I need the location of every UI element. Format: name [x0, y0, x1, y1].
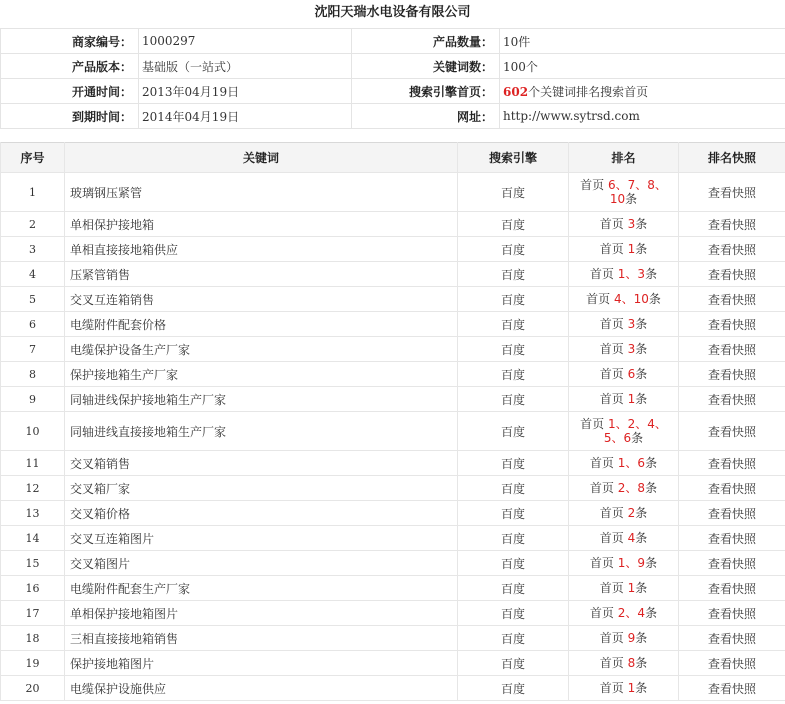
rank-position: 1 [607, 417, 616, 431]
view-snapshot-link[interactable]: 查看快照 [679, 312, 785, 337]
view-snapshot-link[interactable]: 查看快照 [679, 387, 785, 412]
row-engine: 百度 [458, 451, 569, 476]
row-keyword: 电缆保护设施供应 [65, 676, 458, 701]
keyword-rows [1, 173, 785, 701]
table-row [1, 287, 785, 312]
table-row [1, 476, 785, 501]
table-row [1, 576, 785, 601]
row-engine: 百度 [458, 387, 569, 412]
product-count-value: 10件 [500, 29, 785, 54]
row-keyword: 保护接地箱图片 [65, 651, 458, 676]
rank-prefix: 首页 [599, 392, 624, 406]
row-rank [569, 676, 679, 701]
rank-position: 3 [627, 317, 636, 331]
rank-prefix: 首页 [599, 581, 624, 595]
row-engine: 百度 [458, 651, 569, 676]
rank-suffix: 条 [631, 431, 644, 445]
table-row [1, 262, 785, 287]
rank-suffix: 条 [645, 456, 658, 470]
view-snapshot-link[interactable]: 查看快照 [679, 262, 785, 287]
page-title: 沈阳天瑞水电设备有限公司 [314, 5, 471, 20]
rank-prefix: 首页 [589, 481, 614, 495]
row-seq: 16 [1, 576, 65, 601]
row-rank: 首页 1、9条 [569, 551, 679, 576]
row-seq: 2 [1, 212, 65, 237]
rank-suffix: 条 [645, 556, 658, 570]
rank-prefix: 首页 [589, 606, 614, 620]
rank-prefix: 首页 [599, 631, 624, 645]
table-row [1, 651, 785, 676]
expire-time-value: 2014年04月19日 [139, 104, 352, 129]
open-time-label: 开通时间： [1, 79, 139, 104]
rank-prefix: 首页 [599, 681, 624, 695]
view-snapshot-link[interactable]: 查看快照 [679, 451, 785, 476]
row-engine: 百度 [458, 412, 569, 451]
open-time-value: 2013年04月19日 [139, 79, 352, 104]
view-snapshot-link[interactable]: 查看快照 [679, 676, 785, 701]
merchant-id-value: 1000297 [139, 29, 352, 54]
col-header-snapshot: 排名快照 [679, 143, 785, 173]
view-snapshot-link[interactable]: 查看快照 [679, 237, 785, 262]
rank-suffix: 条 [635, 631, 648, 645]
version-label: 产品版本： [1, 54, 139, 79]
row-engine: 百度 [458, 551, 569, 576]
rank-prefix: 首页 [599, 217, 624, 231]
row-seq: 20 [1, 676, 65, 701]
table-row [1, 312, 785, 337]
rank-suffix: 条 [645, 267, 658, 281]
account-info-table [0, 28, 785, 129]
rank-suffix: 条 [645, 606, 658, 620]
table-row [1, 387, 785, 412]
website-label: 网址： [352, 104, 500, 129]
rank-suffix: 条 [635, 317, 648, 331]
row-seq: 3 [1, 237, 65, 262]
row-keyword: 电缆附件配套生产厂家 [65, 576, 458, 601]
view-snapshot-link[interactable]: 查看快照 [679, 526, 785, 551]
rank-suffix: 条 [635, 506, 648, 520]
row-rank: 首页 1、2、4、5、6条 [569, 412, 679, 451]
row-seq: 19 [1, 651, 65, 676]
row-keyword: 三相直接接地箱销售 [65, 626, 458, 651]
expire-time-label: 到期时间： [1, 104, 139, 129]
rank-prefix: 首页 [580, 178, 605, 192]
row-keyword: 交叉箱价格 [65, 501, 458, 526]
row-engine: 百度 [458, 287, 569, 312]
row-engine: 百度 [458, 362, 569, 387]
row-rank: 首页 2、4条 [569, 601, 679, 626]
row-rank: 首页 2、8条 [569, 476, 679, 501]
rank-prefix: 首页 [599, 656, 624, 670]
rank-suffix: 条 [645, 481, 658, 495]
rank-position: 6 [637, 456, 646, 470]
row-keyword: 电缆附件配套价格 [65, 312, 458, 337]
keyword-ranking-table [0, 142, 785, 701]
rank-prefix: 首页 [586, 292, 611, 306]
view-snapshot-link[interactable]: 查看快照 [679, 576, 785, 601]
row-rank [569, 526, 679, 551]
row-seq: 6 [1, 312, 65, 337]
row-seq: 10 [1, 412, 65, 451]
row-rank [569, 362, 679, 387]
rank-suffix: 条 [635, 342, 648, 356]
table-row [1, 212, 785, 237]
rank-prefix: 首页 [599, 242, 624, 256]
col-header-engine: 搜索引擎 [458, 143, 569, 173]
row-keyword: 玻璃钢压紧管 [65, 173, 458, 212]
row-seq: 14 [1, 526, 65, 551]
view-snapshot-link[interactable]: 查看快照 [679, 551, 785, 576]
rank-prefix: 首页 [589, 556, 614, 570]
row-seq: 9 [1, 387, 65, 412]
row-seq: 12 [1, 476, 65, 501]
table-row [1, 601, 785, 626]
rank-position: 3 [637, 267, 646, 281]
row-rank [569, 651, 679, 676]
rank-suffix: 条 [635, 217, 648, 231]
rank-position: 8 [647, 178, 655, 192]
row-engine: 百度 [458, 626, 569, 651]
search-home-suffix: 个关键词排名搜索首页 [528, 84, 649, 99]
rank-suffix: 条 [635, 581, 648, 595]
rank-prefix: 首页 [599, 531, 624, 545]
row-rank: 首页 1、6条 [569, 451, 679, 476]
rank-position: 6 [607, 178, 616, 192]
rank-position: 10 [633, 292, 649, 306]
view-snapshot-link[interactable]: 查看快照 [679, 173, 785, 212]
rank-position: 8 [627, 656, 636, 670]
row-keyword: 交叉互连箱图片 [65, 526, 458, 551]
rank-position: 7 [627, 178, 636, 192]
table-row [1, 173, 785, 212]
rank-prefix: 首页 [599, 506, 624, 520]
keyword-count-label: 关键词数： [352, 54, 500, 79]
search-home-label: 搜索引擎首页： [352, 79, 500, 104]
row-keyword: 交叉箱销售 [65, 451, 458, 476]
row-seq: 15 [1, 551, 65, 576]
row-seq: 1 [1, 173, 65, 212]
website-link[interactable]: http://www.sytrsd.com [500, 104, 785, 129]
rank-position: 3 [627, 342, 636, 356]
row-keyword: 单相保护接地箱 [65, 212, 458, 237]
row-keyword: 保护接地箱生产厂家 [65, 362, 458, 387]
view-snapshot-link[interactable]: 查看快照 [679, 501, 785, 526]
rank-position: 4 [613, 292, 622, 306]
row-keyword: 交叉箱图片 [65, 551, 458, 576]
search-home-count: 602 [503, 84, 529, 99]
table-row [1, 676, 785, 701]
rank-suffix: 条 [635, 392, 648, 406]
rank-prefix: 首页 [580, 417, 605, 431]
row-rank [569, 212, 679, 237]
view-snapshot-link[interactable]: 查看快照 [679, 287, 785, 312]
search-home-value [500, 79, 785, 104]
view-snapshot-link[interactable]: 查看快照 [679, 212, 785, 237]
rank-suffix: 条 [635, 656, 648, 670]
rank-position: 3 [627, 217, 636, 231]
view-snapshot-link[interactable]: 查看快照 [679, 337, 785, 362]
row-keyword: 同轴进线直接接地箱生产厂家 [65, 412, 458, 451]
rank-position: 2 [627, 506, 636, 520]
rank-position: 1 [627, 681, 636, 695]
keyword-count-value: 100个 [500, 54, 785, 79]
table-row [1, 237, 785, 262]
row-rank: 首页 1、3条 [569, 262, 679, 287]
rank-position: 10 [609, 192, 626, 206]
rank-prefix: 首页 [599, 367, 624, 381]
table-row [1, 337, 785, 362]
row-engine: 百度 [458, 262, 569, 287]
rank-position: 1 [617, 456, 626, 470]
rank-suffix: 条 [635, 367, 648, 381]
row-seq: 17 [1, 601, 65, 626]
rank-position: 2 [627, 417, 636, 431]
row-keyword: 单相保护接地箱图片 [65, 601, 458, 626]
row-keyword: 电缆保护设备生产厂家 [65, 337, 458, 362]
view-snapshot-link[interactable]: 查看快照 [679, 601, 785, 626]
row-engine: 百度 [458, 576, 569, 601]
col-header-seq: 序号 [1, 143, 65, 173]
rank-suffix: 条 [635, 531, 648, 545]
row-seq: 18 [1, 626, 65, 651]
row-engine: 百度 [458, 676, 569, 701]
row-keyword: 同轴进线保护接地箱生产厂家 [65, 387, 458, 412]
row-keyword: 单相直接接地箱供应 [65, 237, 458, 262]
row-keyword: 交叉箱厂家 [65, 476, 458, 501]
rank-suffix: 条 [635, 242, 648, 256]
row-engine: 百度 [458, 601, 569, 626]
rank-position: 1 [627, 581, 636, 595]
row-engine: 百度 [458, 337, 569, 362]
rank-position: 9 [637, 556, 646, 570]
rank-position: 5 [603, 431, 612, 445]
info-row [1, 54, 785, 79]
rank-position: 8 [637, 481, 646, 495]
info-row [1, 29, 785, 54]
row-seq: 7 [1, 337, 65, 362]
table-row [1, 362, 785, 387]
row-seq: 4 [1, 262, 65, 287]
row-engine: 百度 [458, 237, 569, 262]
rank-position: 4 [647, 417, 655, 431]
table-row [1, 526, 785, 551]
row-seq: 13 [1, 501, 65, 526]
table-header-row [1, 143, 785, 173]
row-keyword: 压紧管销售 [65, 262, 458, 287]
merchant-id-label: 商家编号： [1, 29, 139, 54]
row-rank [569, 626, 679, 651]
row-rank [569, 387, 679, 412]
info-row [1, 104, 785, 129]
row-rank: 首页 6、7、8、10条 [569, 173, 679, 212]
rank-position: 4 [627, 531, 636, 545]
rank-suffix: 条 [625, 192, 638, 206]
view-snapshot-link[interactable]: 查看快照 [679, 651, 785, 676]
row-seq: 5 [1, 287, 65, 312]
row-engine: 百度 [458, 212, 569, 237]
rank-position: 1 [617, 267, 626, 281]
rank-position: 1 [627, 392, 636, 406]
rank-position: 2 [617, 606, 626, 620]
row-rank: 首页 4、10条 [569, 287, 679, 312]
row-seq: 8 [1, 362, 65, 387]
rank-position: 6 [623, 431, 632, 445]
table-row [1, 551, 785, 576]
row-engine: 百度 [458, 173, 569, 212]
rank-prefix: 首页 [589, 456, 614, 470]
view-snapshot-link[interactable]: 查看快照 [679, 476, 785, 501]
view-snapshot-link[interactable]: 查看快照 [679, 412, 785, 451]
rank-prefix: 首页 [599, 317, 624, 331]
row-rank [569, 312, 679, 337]
row-rank [569, 337, 679, 362]
rank-suffix: 条 [635, 681, 648, 695]
table-row [1, 412, 785, 451]
row-engine: 百度 [458, 526, 569, 551]
rank-position: 9 [627, 631, 636, 645]
row-engine: 百度 [458, 476, 569, 501]
view-snapshot-link[interactable]: 查看快照 [679, 362, 785, 387]
row-rank [569, 576, 679, 601]
rank-position: 4 [637, 606, 646, 620]
row-engine: 百度 [458, 312, 569, 337]
table-row [1, 501, 785, 526]
row-engine: 百度 [458, 501, 569, 526]
row-seq: 11 [1, 451, 65, 476]
rank-position: 2 [617, 481, 626, 495]
rank-position: 1 [617, 556, 626, 570]
rank-suffix: 条 [648, 292, 661, 306]
view-snapshot-link[interactable]: 查看快照 [679, 626, 785, 651]
rank-position: 6 [627, 367, 636, 381]
rank-position: 1 [627, 242, 636, 256]
table-row [1, 451, 785, 476]
rank-prefix: 首页 [599, 342, 624, 356]
rank-prefix: 首页 [589, 267, 614, 281]
table-row [1, 626, 785, 651]
row-rank [569, 237, 679, 262]
row-keyword: 交叉互连箱销售 [65, 287, 458, 312]
col-header-rank: 排名 [569, 143, 679, 173]
product-count-label: 产品数量： [352, 29, 500, 54]
row-rank [569, 501, 679, 526]
col-header-keyword: 关键词 [65, 143, 458, 173]
info-row [1, 79, 785, 104]
version-value: 基础版（一站式） [139, 54, 352, 79]
